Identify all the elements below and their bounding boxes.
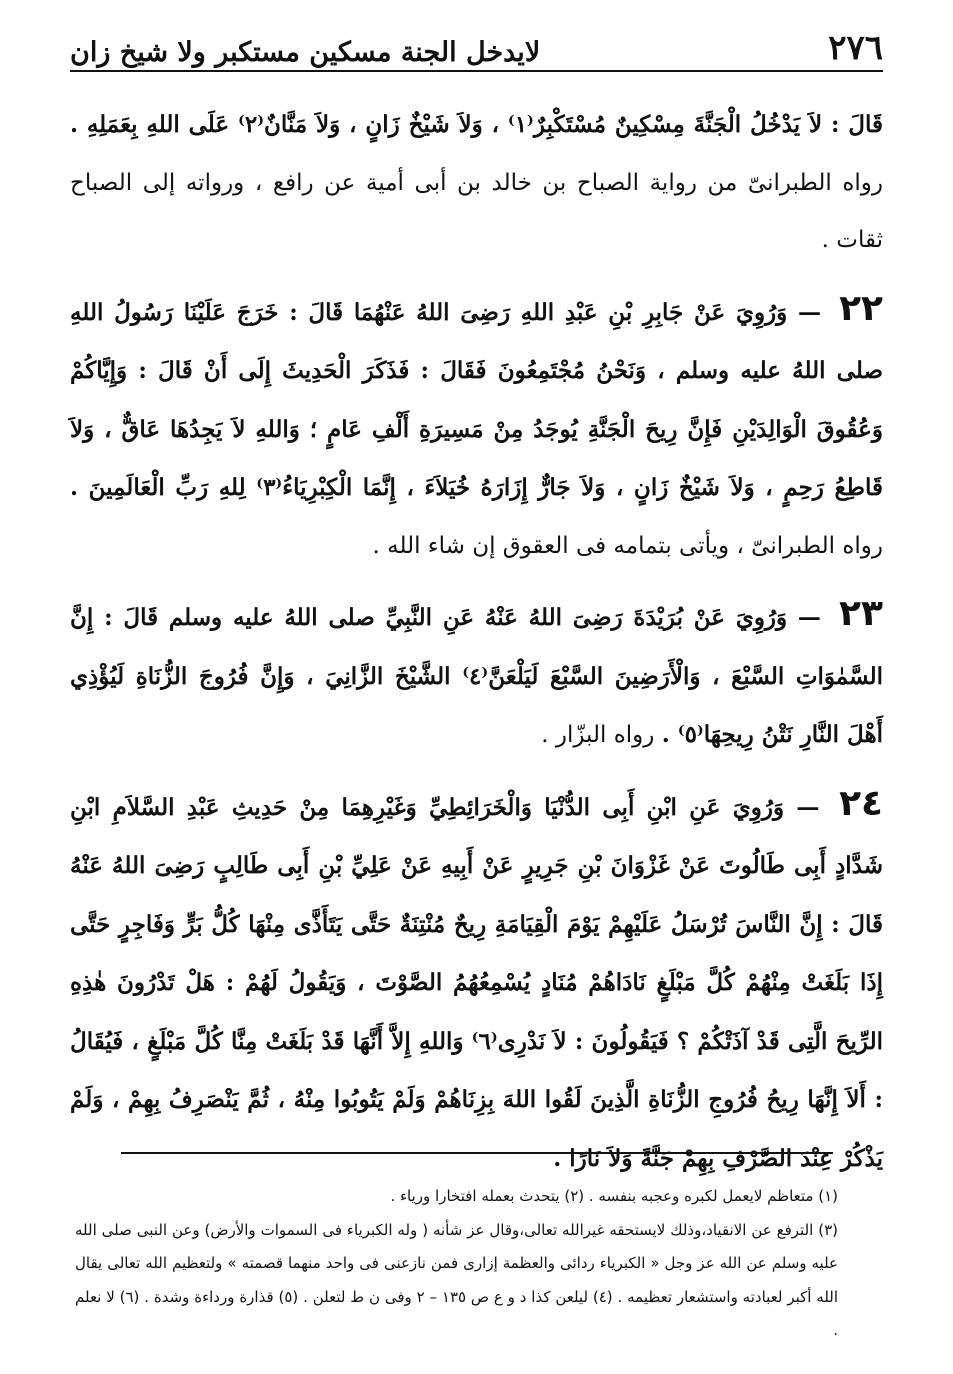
hadith-text: — وَرُوِيَ عَنْ بُرَيْدَةَ رَضِىَ اللهُ عَنْهُ عَنِ النَّبِيِّ صلى اللهُ عليه وسلم قَالَ : إِنَّ السَّمٰوَاتِ السَّبْعَ ، وَالْأَرَضِينَ السَّبْعَ لَيَلْعَنَّ⁽٤⁾ الشَّيْخَ الزَّانِيَ ، وَإِنَّ فُرُوجَ الزُّنَاةِ لَيُؤْذِي أَهْلَ النَّارِ نَتْنُ رِيحِهَا⁽٥⁾ . — [70, 604, 883, 748]
footnote-line: (٣) الترفع عن الانقياد،وذلك لايستحقه غيرالله تعالى،وقال عز شأنه ( وله الكبرياء فى السموات والأرض) وعن النبى صلى الله عليه وسلم عن الله عز وجل « الكبرياء ردائى والعظمة إزارى فمن نازعنى فى واحد منهما قصمته » ولتعظيم الله تعالى يقال الله أكبر لعبادته واستشعار تعظيمه . (٤) ليلعن كذا د و ع ص ١٣٥ – ٢ وفى ن ط لتعلن . (٥) قذارة ورداءة وشدة . (٦) لا نعلم . — [75, 1220, 839, 1339]
hadith-block-23 — [70, 585, 883, 765]
hadith-text: — وَرُوِيَ عَنِ ابْنِ أَبِى الدُّنْيَا وَالْخَرَائِطِيِّ وَغَيْرِهِمَا مِنْ حَدِيثِ عَبْدِ السَّلاَمِ ابْنِ شَدَّادٍ أَبِى طَالُوتَ عَنْ غَزْوَانَ بْنِ جَرِيرٍ عَنْ أَبِيهِ عَنْ عَلِيِّ بْنِ أَبِى طَالِبٍ رَضِىَ اللهُ عَنْهُ قَالَ : إِنَّ النَّاسَ تُرْسَلُ عَلَيْهِمْ يَوْمَ الْقِيَامَةِ رِيحٌ مُنْتِنَةٌ حَتَّى يَتَأَذَّى مِنْهَا كُلُّ بَرٍّ وَفَاجِرٍ حَتَّى إِذَا بَلَغَتْ مِنْهُمْ كُلَّ مَبْلَغٍ نَادَاهُمْ مُنَادٍ يُسْمِعُهُمُ الصَّوْتَ ، وَيَقُولُ لَهُمْ : هَلْ تَدْرُونَ هٰذِهِ الرِّيحَ الَّتِى قَدْ آذَتْكُمْ ؟ فَيَقُولُونَ : لاَ نَدْرِى⁽٦⁾ وَاللهِ إِلاَّ أَنَّهَا قَدْ بَلَغَتْ مِنَّا كُلَّ مَبْلَغٍ ، فَيُقَالُ : أَلاَ إِنَّهَا رِيحُ فُرُوجِ الزُّنَاةِ الَّذِينَ لَقُوا اللهَ بِزِنَاهُمْ وَلَمْ يَتُوبُوا مِنْهُ ، ثُمَّ يَنْصَرِفُ بِهِمْ ، وَلَمْ يَذْكُرْ عِنْدَ الصَّرْفِ بِهِمْ جَنَّةً وَلاَ نَارًا . — [70, 793, 883, 1172]
running-title: لايدخل الجنة مسكين مستكبر ولا شيخ زان — [70, 37, 541, 68]
hadith-source: رواه الطبرانىّ من رواية الصباح بن خالد بن أبى أمية عن رافع ، ورواته إلى الصباح ثقات . — [70, 169, 883, 253]
hadith-source: رواه الطبرانىّ ، ويأتى بتمامه فى العقوق إن شاء الله . — [372, 532, 883, 559]
footnote-line: (١) متعاظم لايعمل لكبره وعجبه بنفسه . (٢) يتحدث بعمله افتخارا ورياء . — [390, 1187, 838, 1205]
hadith-block-24 — [70, 775, 883, 1189]
hadith-text: قَالَ : لاَ يَدْخُلُ الْجَنَّةَ مِسْكِينٌ مُسْتَكْبِرٌ⁽١⁾ ، وَلاَ شَيْخٌ زَانٍ ، وَلاَ مَنَّانٌ⁽٢⁾ عَلَى اللهِ بِعَمَلِهِ . — [70, 111, 883, 138]
footnote-rule — [121, 1152, 833, 1154]
hadith-block-21 — [70, 96, 883, 270]
hadith-number: ٢٢ — [839, 287, 884, 329]
page-header — [70, 22, 883, 74]
main-text — [70, 96, 883, 1188]
hadith-source: رواه البزّار . — [541, 722, 655, 748]
footnotes — [75, 1180, 838, 1348]
hadith-number: ٢٣ — [839, 593, 883, 634]
hadith-block-22 — [70, 280, 883, 576]
hadith-number: ٢٤ — [839, 782, 884, 824]
hadith-text: — وَرُوِيَ عَنْ جَابِرِ بْنِ عَبْدِ اللهِ رَضِىَ اللهُ عَنْهُمَا قَالَ : خَرَجَ عَلَيْنَا رَسُولُ اللهِ صلى اللهُ عليه وسلم ، وَنَحْنُ مُجْتَمِعُونَ فَقَالَ : فَذَكَرَ الْحَدِيثَ إِلَى أَنْ قَالَ : وَإِيَّاكُمْ وَعُقُوقَ الْوَالِدَيْنِ فَإِنَّ رِيحَ الْجَنَّةِ يُوجَدُ مِنْ مَسِيرَةِ أَلْفِ عَامٍ ؛ وَاللهِ لاَ يَجِدُهَا عَاقٌّ ، وَلاَ قَاطِعُ رَحِمٍ ، وَلاَ شَيْخٌ زَانٍ ، وَلاَ جَارٌّ إِزَارَهُ خُيَلاَءَ ، إِنَّمَا الْكِبْرِيَاءُ⁽٣⁾ لِلهِ رَبِّ الْعَالَمِينَ . — [70, 298, 883, 501]
page-number: ٢٧٦ — [828, 28, 883, 68]
header-rule — [70, 70, 883, 72]
